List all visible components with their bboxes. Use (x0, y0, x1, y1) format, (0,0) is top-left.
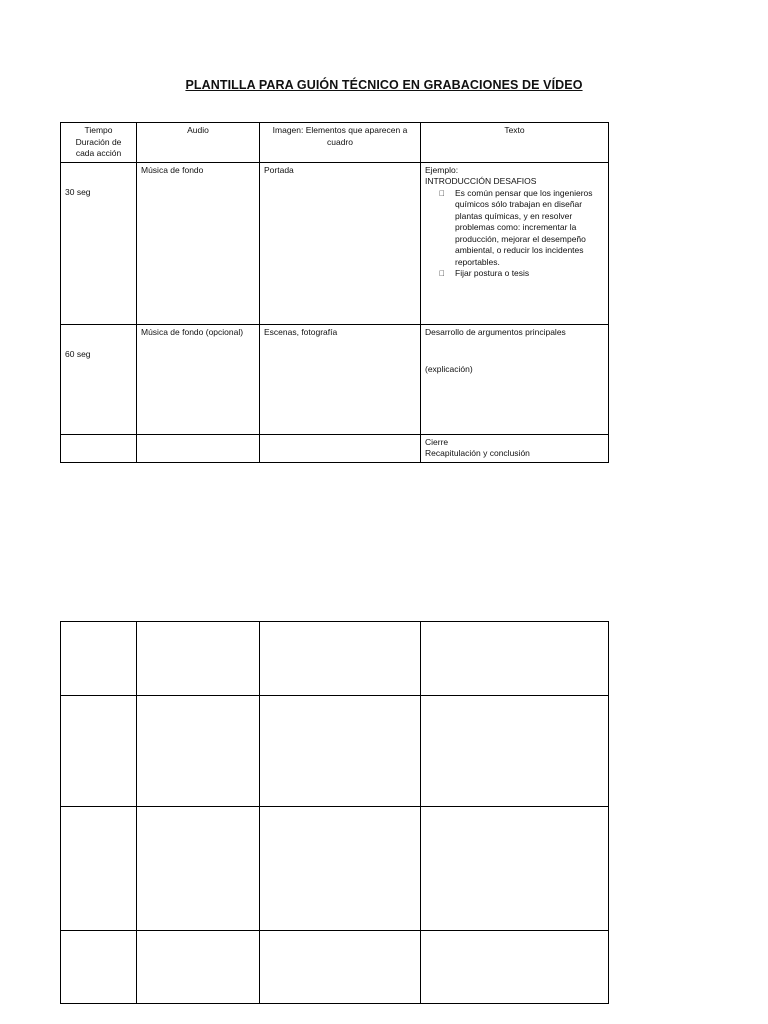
bullet-marker-icon (439, 188, 445, 200)
cell-imagen (260, 434, 421, 462)
blank-cell (260, 807, 421, 931)
blank-cell (61, 622, 137, 696)
tiempo-value: 60 seg (65, 348, 91, 359)
blank-cell (137, 931, 260, 1004)
table-row (61, 324, 609, 434)
list-item (455, 188, 604, 269)
blank-cell (260, 931, 421, 1004)
texto-line2: Recapitulación y conclusión (425, 448, 530, 458)
cell-audio (137, 162, 260, 324)
header-tiempo-line2: Duración de (75, 136, 122, 147)
list-item (455, 268, 604, 280)
header-tiempo (61, 123, 137, 163)
table-row (61, 162, 609, 324)
blank-cell (61, 807, 137, 931)
texto-line1: Cierre (425, 436, 449, 447)
blank-cell (137, 807, 260, 931)
audio-value: Música de fondo (141, 164, 204, 175)
tiempo-value: 30 seg (65, 186, 91, 197)
cell-tiempo (61, 434, 137, 462)
imagen-value: Escenas, fotografía (264, 326, 338, 337)
header-imagen-line1: Imagen: Elementos que aparecen a (272, 125, 408, 135)
blank-template-table (60, 621, 609, 1004)
blank-cell (260, 696, 421, 807)
header-audio-label: Audio (187, 125, 209, 135)
blank-cell (421, 807, 609, 931)
blank-cell (61, 696, 137, 807)
cell-texto (421, 434, 609, 462)
imagen-value: Portada (264, 164, 294, 175)
table-row (61, 696, 609, 807)
table-row (61, 807, 609, 931)
texto-line2: (explicación) (425, 364, 473, 374)
blank-cell (421, 696, 609, 807)
cell-imagen (260, 324, 421, 434)
table-header-row (61, 123, 609, 163)
blank-cell (137, 622, 260, 696)
header-imagen (260, 123, 421, 163)
audio-value: Música de fondo (opcional) (141, 326, 244, 337)
cell-tiempo (61, 162, 137, 324)
header-audio (137, 123, 260, 163)
cell-tiempo (61, 324, 137, 434)
table-row (61, 622, 609, 696)
blank-cell (61, 931, 137, 1004)
cell-texto (421, 324, 609, 434)
blank-cell (421, 622, 609, 696)
header-tiempo-line3: cada acción (75, 148, 122, 158)
page-title: PLANTILLA PARA GUIÓN TÉCNICO EN GRABACIONES DE VÍDEO (185, 78, 583, 92)
cell-texto (421, 162, 609, 324)
table-row (61, 434, 609, 462)
table-row (61, 931, 609, 1004)
bullet-text: Fijar postura o tesis (455, 268, 530, 278)
blank-cell (421, 931, 609, 1004)
texto-intro: Ejemplo: (425, 164, 459, 175)
texto-heading: INTRODUCCIÓN DESAFIOS (425, 176, 537, 186)
blank-cell (137, 696, 260, 807)
script-template-table (60, 122, 609, 463)
texto-bullet-list (425, 188, 604, 280)
cell-imagen (260, 162, 421, 324)
cell-audio (137, 324, 260, 434)
header-tiempo-line1: Tiempo (84, 125, 113, 135)
bullet-marker-icon (439, 268, 445, 280)
header-texto-label: Texto (504, 125, 525, 135)
cell-audio (137, 434, 260, 462)
texto-line1: Desarrollo de argumentos principales (425, 326, 566, 337)
blank-cell (260, 622, 421, 696)
header-texto (421, 123, 609, 163)
header-imagen-line2: cuadro (327, 136, 353, 147)
bullet-text: Es común pensar que los ingenieros químicos sólo trabajan en diseñar plantas químicas, y en resolver problemas como: incrementar la producción, mejorar el desempeño ambiental, o reducir los incidentes reportables. (455, 187, 593, 267)
